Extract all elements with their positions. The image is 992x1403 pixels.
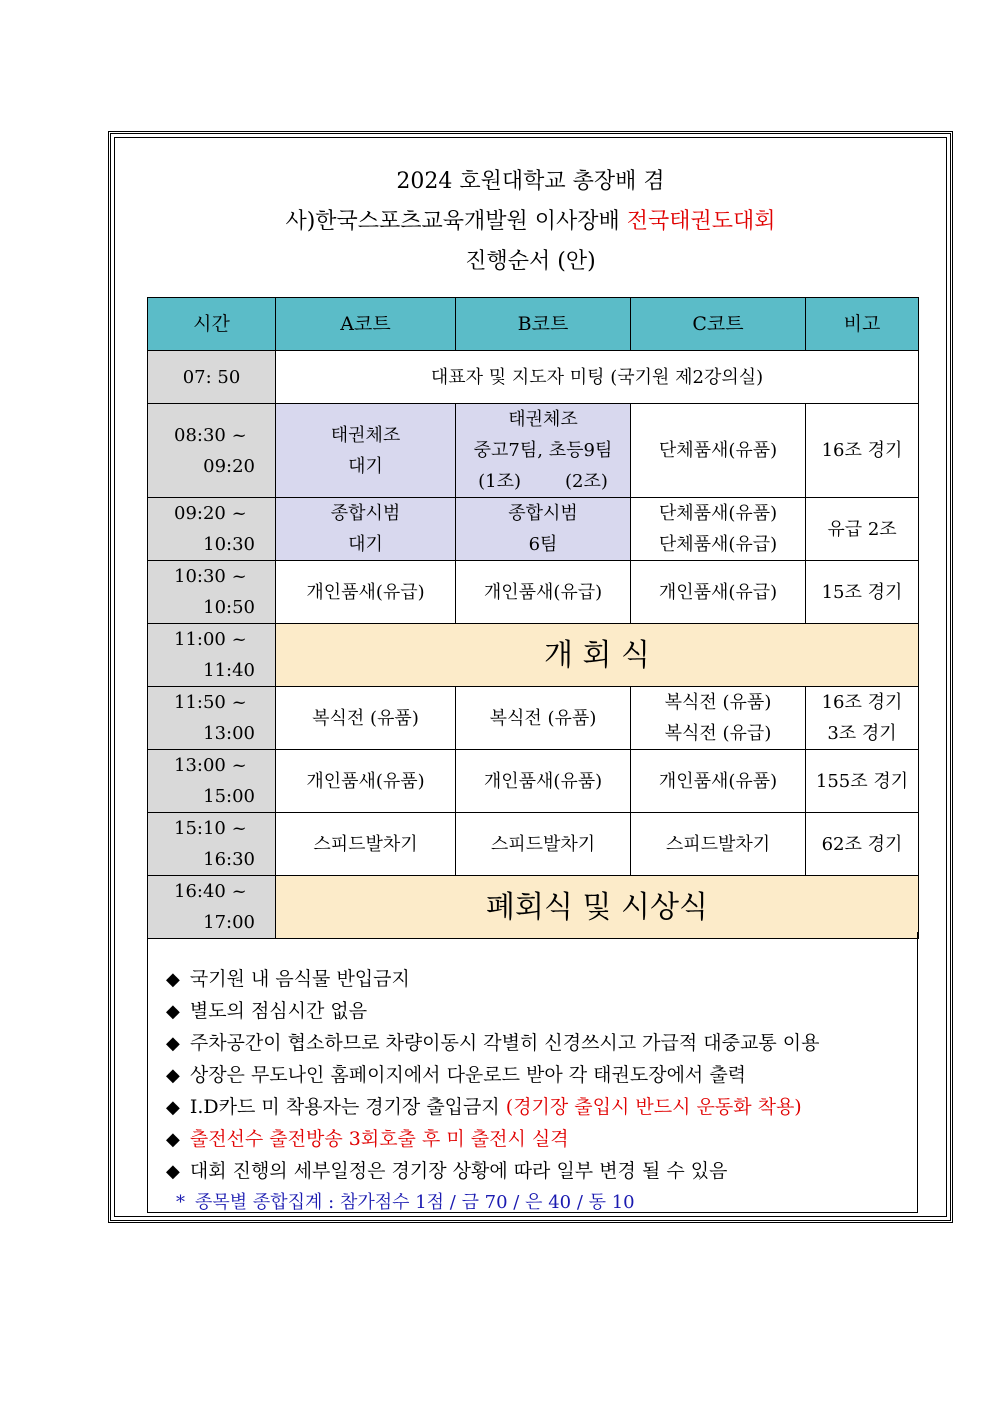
title-line-1: 2024 호원대학교 총장배 겸 <box>396 169 665 194</box>
diamond-bullet-icon: ◆ <box>166 1033 180 1054</box>
note-item: ◆ 대회 진행의 세부일정은 경기장 상황에 따라 일부 변경 될 수 있음 <box>166 1160 728 1182</box>
table-row <box>148 498 919 561</box>
court-a-cell: 종합시범 대기 <box>276 498 456 561</box>
table-row <box>148 624 919 687</box>
court-b-cell: 개인품새(유품) <box>456 750 631 813</box>
time-cell: 09:20 ~ 10:30 <box>148 498 276 561</box>
asterisk-icon: * <box>176 1192 185 1213</box>
table-row <box>148 561 919 624</box>
court-b-cell: 복식전 (유품) <box>456 687 631 750</box>
diamond-bullet-icon: ◆ <box>166 969 180 990</box>
time-cell: 13:00 ~ 15:00 <box>148 750 276 813</box>
time-cell: 15:10 ~ 16:30 <box>148 813 276 876</box>
note-item: ◆ 상장은 무도나인 홈페이지에서 다운로드 받아 각 태권도장에서 출력 <box>166 1064 747 1086</box>
header-court-c: C코트 <box>631 298 806 351</box>
opening-ceremony-cell: 개 회 식 <box>276 624 919 687</box>
table-row <box>148 351 919 404</box>
header-row <box>148 298 919 351</box>
court-a-cell: 복식전 (유품) <box>276 687 456 750</box>
header-court-a: A코트 <box>276 298 456 351</box>
diamond-bullet-icon: ◆ <box>166 1129 180 1150</box>
header-remarks: 비고 <box>806 298 919 351</box>
time-cell: 08:30 ~ 09:20 <box>148 404 276 498</box>
time-cell: 11:50 ~ 13:00 <box>148 687 276 750</box>
court-c-cell: 개인품새(유급) <box>631 561 806 624</box>
scoring-note: * 종목별 종합집계 : 참가점수 1점 / 금 70 / 은 40 / 동 10 <box>176 1192 635 1213</box>
table-row <box>148 750 919 813</box>
remarks-cell: 155조 경기 <box>806 750 919 813</box>
note-item: ◆ 별도의 점심시간 없음 <box>166 1000 368 1022</box>
remarks-cell: 16조 경기 <box>806 404 919 498</box>
court-c-cell: 스피드발차기 <box>631 813 806 876</box>
title-line-3: 진행순서 (안) <box>465 249 596 274</box>
table-row <box>148 404 919 498</box>
time-cell: 10:30 ~ 10:50 <box>148 561 276 624</box>
diamond-bullet-icon: ◆ <box>166 1097 180 1118</box>
title-line-2-main: 사)한국스포츠교육개발원 이사장배 <box>285 209 627 234</box>
table-row <box>148 876 919 939</box>
title-line-2 <box>108 204 953 235</box>
note-item: ◆ 출전선수 출전방송 3회호출 후 미 출전시 실격 <box>166 1128 569 1150</box>
remarks-cell: 62조 경기 <box>806 813 919 876</box>
court-c-cell: 단체품새(유품) 단체품새(유급) <box>631 498 806 561</box>
court-b-cell: 종합시범 6팀 <box>456 498 631 561</box>
meeting-cell: 대표자 및 지도자 미팅 (국기원 제2강의실) <box>276 351 919 404</box>
table-row <box>148 813 919 876</box>
time-cell: 16:40 ~ 17:00 <box>148 876 276 939</box>
header-court-b: B코트 <box>456 298 631 351</box>
notes-box <box>147 932 918 1213</box>
note-item: ◆ 주차공간이 협소하므로 차량이동시 각별히 신경쓰시고 가급적 대중교통 이용 <box>166 1032 820 1054</box>
schedule-table <box>147 297 919 939</box>
closing-ceremony-cell: 폐회식 및 시상식 <box>276 876 919 939</box>
diamond-bullet-icon: ◆ <box>166 1161 180 1182</box>
remarks-cell: 유급 2조 <box>806 498 919 561</box>
note-item: ◆ I.D카드 미 착용자는 경기장 출입금지 (경기장 출입시 반드시 운동화 착용) <box>166 1096 802 1118</box>
court-c-cell: 단체품새(유품) <box>631 404 806 498</box>
diamond-bullet-icon: ◆ <box>166 1001 180 1022</box>
court-a-cell: 스피드발차기 <box>276 813 456 876</box>
court-c-cell: 복식전 (유품) 복식전 (유급) <box>631 687 806 750</box>
court-a-cell: 개인품새(유품) <box>276 750 456 813</box>
remarks-cell: 15조 경기 <box>806 561 919 624</box>
court-b-cell: 개인품새(유급) <box>456 561 631 624</box>
table-row <box>148 687 919 750</box>
title-line-2-event: 전국태권도대회 <box>626 209 776 234</box>
header-time: 시간 <box>148 298 276 351</box>
time-cell: 07: 50 <box>148 351 276 404</box>
remarks-cell: 16조 경기 3조 경기 <box>806 687 919 750</box>
diamond-bullet-icon: ◆ <box>166 1065 180 1086</box>
court-a-cell: 태권체조 대기 <box>276 404 456 498</box>
court-b-cell: 태권체조 중고7팀, 초등9팀 (1조) (2조) <box>456 404 631 498</box>
court-c-cell: 개인품새(유품) <box>631 750 806 813</box>
note-item: ◆ 국기원 내 음식물 반입금지 <box>166 968 410 990</box>
time-cell: 11:00 ~ 11:40 <box>148 624 276 687</box>
court-b-cell: 스피드발차기 <box>456 813 631 876</box>
court-a-cell: 개인품새(유급) <box>276 561 456 624</box>
